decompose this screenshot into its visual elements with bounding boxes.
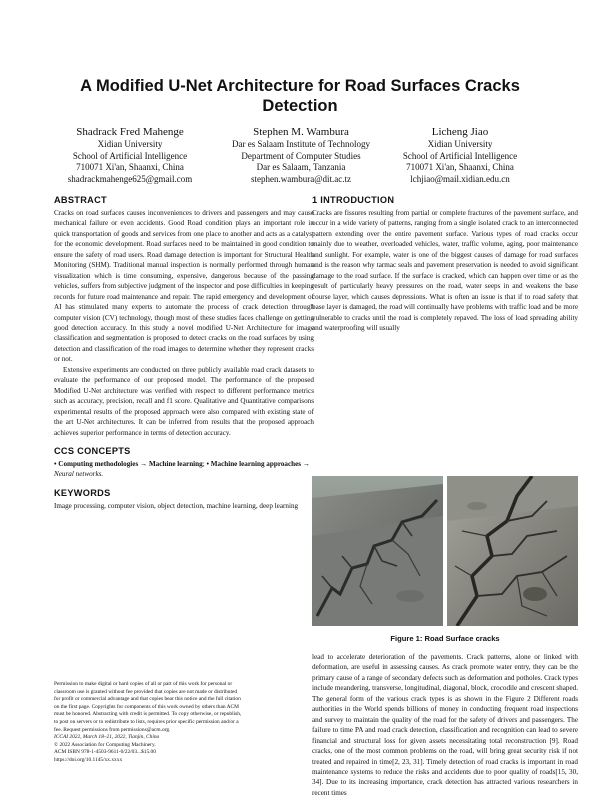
author-department: School of Artificial Intelligence [402,150,518,161]
left-column [54,195,314,511]
author-block-2 [211,125,391,185]
author-department: Department of Computer Studies [241,150,361,161]
ccs-separator: ; [202,459,207,468]
abstract-paragraph-2: Extensive experiments are conducted on three publicly available road crack datasets to evaluate the performance of our proposed model. The performance of the proposed Modified U-Net architecture was verified with respect to different performance metrics such as accuracy, precision, recall and f1 score. Qualitative and Quantitative comparisons experimental results of the proposed approach were also compared with existing state of the art U-Net architectures. It can be inferred from results that the proposed approach achieves superior performance in terms of detection accuracy. [54,365,314,437]
figure-1 [312,476,578,626]
author-address: 710071 Xi'an, Shaanxi, China [406,162,514,173]
abstract-heading: ABSTRACT [54,195,107,205]
author-affiliation: Xidian University [427,139,493,149]
ccs-item-2: • Machine learning approaches [206,459,302,468]
footnote-line: ICCAI 2022, March 18–21, 2022, Tianjin, China [54,734,160,741]
footnote-line: for profit or commercial advantage and that copies bear this notice and the full citation [54,696,241,703]
footnote-line: on the first page. Copyrights for components of this work owned by others than ACM [54,703,239,710]
right-column-top [312,195,578,333]
footnote-line: Permission to make digital or hard copies of all or part of this work for personal or [54,681,233,687]
footnote-line: must be honored. Abstracting with credit is permitted. To copy otherwise, or republish, [54,711,242,718]
footnote-line: fee. Request permissions from permissions@acm.org. [54,726,171,733]
author-address: Dar es Salaam, Tanzania [256,162,346,173]
title-line-2: Detection [262,97,338,115]
introduction-heading: 1 INTRODUCTION [312,195,395,205]
author-name: Stephen M. Wambura [253,126,349,138]
paper-title [50,76,550,116]
crack-photo-right [447,476,578,626]
ccs-item-1: • Computing methodologies → Machine learning [54,459,203,468]
figure-1-caption: Figure 1: Road Surface cracks [390,634,500,643]
footnote-line: classroom use is granted without fee provided that copies are not made or distributed [54,688,238,695]
keywords-heading: KEYWORDS [54,487,111,498]
author-email: stephen.wambura@dit.ac.tz [250,173,351,184]
author-affiliation: Dar es Salaam Institute of Technology [232,139,370,149]
footnote-link[interactable]: https://doi.org/10.1145/xx.xxxx [54,756,123,763]
author-department: School of Artificial Intelligence [72,150,188,161]
author-affiliation: Xidian University [97,139,163,149]
author-name: Licheng Jiao [431,126,489,138]
abstract-paragraph-1: Cracks on road surfaces causes inconveniences to drivers and passengers and may cause mechanical failure or even accidents. Good Road condition plays an important role in quick transportation of goods and services from one place to another and acts as a catalyst for the economic development. Road surfaces need to be maintained in good condition to ensure the safety of road users. Road damage detection is important for Structural Health Monitoring (SHM). Traditional manual inspection is normally performed through human visualization which is time consuming, expensive, dangerous because of the passing vehicles, suffers from subjective judgment of the inspector and pose difficulties in keeping records for future road maintenance and repair. The rapid emergency and development of AI has stimulated many experts to automate the process of crack detection through computer vision (CV) technology, though most of these studies faces challenge on getting good detection accuracy. In this study a novel modified U-Net Architecture for image classification and segmentation is proposed to detect cracks on the road surfaces by using detection and classification of the road images to determine whether they represent cracks or not. [54,209,314,364]
keywords-text: Image processing, computer vision, object detection, machine learning, deep learning [54,501,299,510]
footnote-line: © 2022 Association for Computing Machinery. [54,741,156,748]
author-address: 710071 Xi'an, Shaanxi, China [76,162,184,173]
author-email: lchjiao@mail.xidian.edu.cn [410,173,510,184]
introduction-paragraph-1: Cracks are fissures resulting from partial or complete fractures of the pavement surface, and occur in a wide variety of patterns, ranging from a single isolated crack to an interconnected pattern extending over the entire pavement surface. Various types of road cracks occur mainly due to weather, overloaded vehicles, water, traffic volume, aging, poor maintenance and sunlight. For example, water is one of the biggest causes of damage for road surfaces and is the reason why tarmac seals and pavement preservation is needed to avoid significant damage to the road surface. If the surface is cracked, which can happen over time or as the result of particularly heavy pressures on the road, water seeps in and weakens the base course layer, which causes depressions. What is often an issue is that if to road safety that base layer is damaged, the road will continually have problems with traffic load and be more vulnerable to cracks until the road is completely repaved. The loss of load spreading ability and waterproofing will usually [312,209,578,332]
author-block-1 [40,125,220,185]
footnote-line: ACM ISBN 978-1-4503-9611-0/22/03...$15.00 [54,749,156,756]
ccs-item-2-rest: → Neural networks. [54,459,311,479]
ccs-heading: CCS CONCEPTS [54,445,131,456]
author-email: shadrackmahenge625@gmail.com [67,173,193,184]
introduction-paragraph-2: lead to accelerate deterioration of the pavements. Crack patterns, alone or linked with deformation, are useful in assessing causes. As crack promote water entry, they can be the primary cause of a range of secondary defects such as deformation and potholes. Crack types include meandering, transverse, longitudinal, diagonal, block, crocodile and crescent shaped. The general form of the various crack types is as shown in the Figure 2 Different roads authorities in the World spends billions of money in conducting frequent road inspections and survey to maintain the quality of the road for the safety of drivers and passengers. The failure to time PA and road crack detection, classification and recognition can lead to severe financial and structural loss for given assets necessitating total reconstruction [9]. Road cracks, one of the most common problems on the road, will bring great security risk if not treated and repaired in time[2, 23, 31]. Timely detection of road cracks is important in road maintenance systems to reduce the risks and accidents due to poor quality of roads[15, 30, 34]. Due to its increasing importance, crack detection has attracted various researchers in recent times [312,653,578,797]
ccs-concepts [54,459,314,480]
author-name: Shadrack Fred Mahenge [76,126,184,138]
crack-photo-left [312,476,443,626]
right-column-bottom [312,652,578,798]
copyright-footnote [54,681,316,765]
title-line-1: A Modified U-Net Architecture for Road Surfaces Cracks [80,77,520,95]
author-block-3 [370,125,550,185]
footnote-line: to post on servers or to redistribute to lists, requires prior specific permission and/or a [54,718,239,725]
